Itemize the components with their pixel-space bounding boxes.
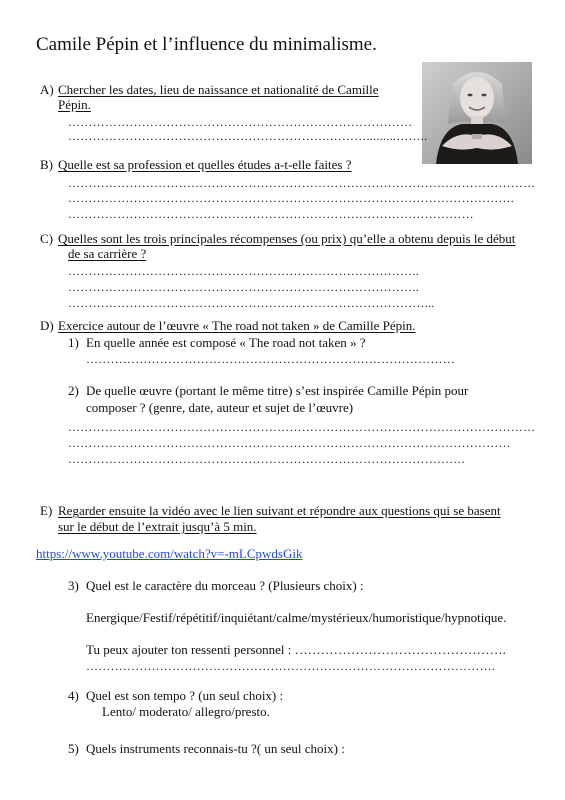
section-c-question-cont: de sa carrière ? <box>68 246 147 261</box>
answer-line[interactable]: ……………………………………………………………………………... <box>68 296 435 310</box>
section-a-question: Chercher les dates, lieu de naissance et nationalité de Camille <box>58 82 379 97</box>
section-a-question-cont: Pépin. <box>58 97 91 112</box>
question-1-text: En quelle année est composé « The road not taken » ? <box>86 335 366 350</box>
answer-line[interactable]: ………………………………………………………………………….. <box>68 280 419 294</box>
answer-line[interactable]: ……………………………………………………………………………………………… <box>68 436 511 450</box>
section-d-question: Exercice autour de l’œuvre « The road not taken » de Camille Pépin. <box>58 318 416 333</box>
personal-feeling-prompt: Tu peux ajouter ton ressenti personnel : …………………………………………. <box>86 642 506 657</box>
answer-line[interactable]: ……………………………………………………….……….........…….. <box>68 129 428 143</box>
answer-line[interactable]: ………………………………………………………………………… <box>68 115 413 129</box>
question-number: 3) <box>68 578 79 593</box>
answer-line[interactable]: …………………………………………………………………………………………………… <box>68 420 536 434</box>
section-c-letter: C) <box>40 231 53 246</box>
character-options: Energique/Festif/répétitif/inquiétant/calme/mystérieux/humoristique/hypnotique. <box>86 610 507 625</box>
portrait-photo <box>422 62 532 164</box>
portrait-image <box>422 62 532 164</box>
question-2-text: De quelle œuvre (portant le même titre) s’est inspirée Camille Pépin pour <box>86 383 469 398</box>
answer-line[interactable]: ………………………………………………………………………….. <box>68 264 419 278</box>
question-4-text: Quel est son tempo ? (un seul choix) : <box>86 688 284 703</box>
answer-line[interactable]: ………………………………………………………………………………………………. <box>68 191 515 205</box>
question-2-text-cont: composer ? (genre, date, auteur et sujet de l’œuvre) <box>86 400 354 415</box>
section-d-letter: D) <box>40 318 54 333</box>
question-number: 1) <box>68 335 79 350</box>
tempo-options: Lento/ moderato/ allegro/presto. <box>102 704 270 719</box>
section-b-letter: B) <box>40 157 53 172</box>
question-number: 4) <box>68 688 79 703</box>
answer-line[interactable]: …………………………………………………………………………………………………… <box>68 176 536 190</box>
page-title: Camile Pépin et l’influence du minimalisme. <box>36 34 377 55</box>
youtube-link[interactable]: https://www.youtube.com/watch?v=-mLCpwdsGik <box>36 546 303 561</box>
question-5-text: Quels instruments reconnais-tu ?( un seul choix) : <box>86 741 345 756</box>
question-number: 5) <box>68 741 79 756</box>
section-e-question-cont: sur le début de l’extrait jusqu’à 5 min. <box>58 519 257 534</box>
section-e-letter: E) <box>40 503 53 518</box>
question-3-text: Quel est le caractère du morceau ? (Plusieurs choix) : <box>86 578 364 593</box>
section-c-question: Quelles sont les trois principales récompenses (ou prix) qu’elle a obtenu depuis le début <box>58 231 516 246</box>
answer-line[interactable]: ……………………………………………………………………………… <box>86 352 455 366</box>
answer-line[interactable]: ……………………………………………………………………………………… <box>68 207 474 221</box>
section-a-letter: A) <box>40 82 54 97</box>
answer-line[interactable]: ……………………………………………………………………………………. <box>68 452 465 466</box>
answer-line[interactable]: ………………………………………………………………………………………. <box>86 659 496 673</box>
question-number: 2) <box>68 383 79 398</box>
section-b-question: Quelle est sa profession et quelles études a-t-elle faites ? <box>58 157 352 172</box>
section-e-question: Regarder ensuite la vidéo avec le lien suivant et répondre aux questions qui se basent <box>58 503 501 518</box>
